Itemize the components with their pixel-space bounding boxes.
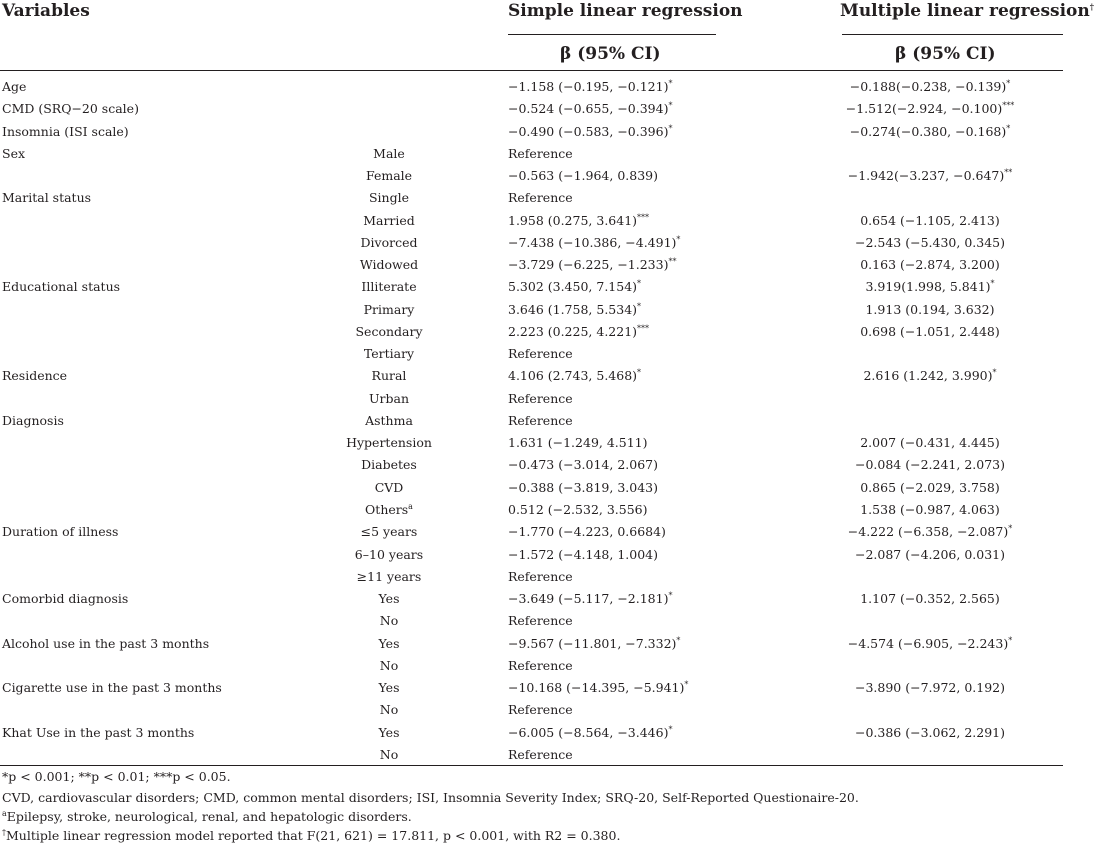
simple-estimate-cell: 1.631 (−1.249, 4.511) — [508, 435, 648, 451]
category-cell: Secondary — [355, 323, 423, 339]
category-cell: Primary — [363, 301, 415, 317]
significance-mark: * — [637, 368, 642, 378]
table-row — [0, 276, 1063, 298]
category-cell: Yes — [378, 635, 400, 651]
multiple-estimate-cell: 2.007 (−0.431, 4.445) — [860, 435, 1000, 451]
table-row — [0, 121, 1063, 143]
table-row — [0, 699, 1063, 721]
table-row — [0, 410, 1063, 432]
simple-estimate-cell: Reference — [508, 657, 573, 673]
simple-estimate-cell: −0.490 (−0.583, −0.396)* — [508, 123, 673, 139]
header-bottom-rule — [0, 70, 1063, 71]
table-row — [0, 744, 1063, 766]
multiple-estimate-cell: −0.188(−0.238, −0.139)* — [849, 78, 1011, 94]
table-row — [0, 98, 1063, 120]
dagger-mark: † — [1089, 1, 1094, 12]
simple-estimate-cell: −1.770 (−4.223, 0.6684) — [508, 524, 666, 540]
table-row — [0, 633, 1063, 655]
multiple-estimate-cell: 1.538 (−0.987, 4.063) — [860, 501, 1000, 517]
category-cell: ≥11 years — [356, 568, 422, 584]
category-cell: Yes — [378, 591, 400, 606]
simple-estimate-cell: 0.512 (−2.532, 3.556) — [508, 501, 648, 517]
table-row — [0, 722, 1063, 744]
simple-estimate-cell: Reference — [508, 746, 573, 762]
variable-cell: Diagnosis — [2, 412, 64, 428]
multiple-regression-header: Multiple linear regression† — [840, 1, 1094, 21]
simple-estimate-cell: Reference — [508, 346, 573, 362]
multiple-estimate-cell: −0.274(−0.380, −0.168)* — [849, 123, 1011, 139]
table-row — [0, 432, 1063, 454]
category-cell: ≤5 years — [360, 524, 418, 540]
table-row — [0, 566, 1063, 588]
significance-mark: * — [1006, 78, 1011, 88]
category-cell: Others$^a$ — [365, 501, 413, 517]
multiple-estimate-cell: 1.913 (0.194, 3.632) — [865, 301, 995, 317]
simple-estimate-cell: −3.729 (−6.225, −1.233)** — [508, 256, 677, 273]
table-row — [0, 655, 1063, 677]
significance-mark: * — [668, 724, 673, 734]
multiple-estimate-cell: 1.107 (−0.352, 2.565) — [860, 591, 1000, 606]
significance-mark: * — [1008, 635, 1013, 645]
simple-estimate-cell: 4.106 (2.743, 5.468)* — [508, 368, 642, 384]
variable-cell: Sex — [2, 145, 26, 161]
multiple-estimate-cell: −3.890 (−7.972, 0.192) — [855, 680, 1005, 695]
significance-mark: * — [668, 123, 673, 133]
significance-mark: * — [668, 101, 673, 111]
simple-estimate-cell: Reference — [508, 568, 573, 584]
category-cell: No — [379, 702, 399, 718]
category-cell: CVD — [374, 479, 404, 495]
category-cell: Married — [363, 212, 415, 228]
simple-regression-header: Simple linear regression — [508, 1, 743, 21]
simple-estimate-cell: −3.649 (−5.117, −2.181)* — [508, 590, 673, 606]
table-row — [0, 254, 1063, 276]
multiple-estimate-cell: 3.919(1.998, 5.841)* — [865, 279, 995, 295]
multiple-estimate-cell: 0.865 (−2.029, 3.758) — [860, 479, 1000, 495]
category-cell: Urban — [368, 390, 409, 406]
category-cell: Single — [368, 190, 409, 206]
significance-mark: *** — [637, 323, 650, 333]
variable-cell: Age — [2, 79, 27, 94]
significance-mark: * — [992, 368, 997, 378]
multiple-estimate-cell: −0.386 (−3.062, 2.291) — [855, 724, 1005, 740]
simple-estimate-cell: −0.524 (−0.655, −0.394)* — [508, 101, 673, 117]
table-row — [0, 454, 1063, 476]
multiple-estimate-cell: −2.087 (−4.206, 0.031) — [855, 546, 1005, 562]
category-cell: Diabetes — [361, 457, 417, 473]
beta-multiple-header: β (95% CI) — [895, 44, 996, 64]
multiple-estimate-cell: −0.084 (−2.241, 2.073) — [855, 457, 1005, 473]
significance-mark: * — [676, 635, 681, 645]
variable-cell: Duration of illness — [2, 524, 119, 540]
simple-estimate-cell: −9.567 (−11.801, −7.332)* — [508, 635, 681, 651]
footnote-significance: *p < 0.001; **p < 0.01; ***p < 0.05. — [2, 769, 231, 784]
footnote-dagger: †Multiple linear regression model reported that F(21, 621) = 17.811, p < 0.001, with R2 = 0.380. — [2, 827, 621, 843]
category-cell: No — [379, 746, 399, 762]
category-cell: Female — [365, 168, 413, 183]
category-cell: 6–10 years — [354, 546, 424, 562]
significance-mark: *** — [637, 212, 650, 222]
category-cell: Divorced — [360, 234, 418, 250]
simple-estimate-cell: −7.438 (−10.386, −4.491)* — [508, 234, 681, 250]
multiple-estimate-cell: 0.654 (−1.105, 2.413) — [860, 212, 1000, 228]
table-row — [0, 343, 1063, 365]
multiple-estimate-cell: −4.574 (−6.905, −2.243)* — [847, 635, 1013, 651]
table-row — [0, 477, 1063, 499]
simple-estimate-cell: Reference — [508, 613, 573, 629]
multiple-estimate-cell: 2.616 (1.242, 3.990)* — [863, 368, 997, 384]
footnote-dagger-mark: † — [2, 827, 6, 837]
simple-estimate-cell: 2.223 (0.225, 4.221)*** — [508, 323, 650, 339]
multiple-estimate-cell: 0.163 (−2.874, 3.200) — [860, 257, 1000, 273]
table-row — [0, 499, 1063, 521]
variable-cell: Insomnia (ISI scale) — [2, 123, 129, 139]
table-row — [0, 210, 1063, 232]
category-cell: Hypertension — [346, 435, 432, 451]
table-row — [0, 76, 1063, 98]
variable-cell: Residence — [2, 368, 68, 384]
category-cell: Rural — [371, 368, 407, 384]
table-row — [0, 677, 1063, 699]
category-cell: Illiterate — [361, 279, 417, 295]
category-cell: No — [379, 613, 399, 629]
footnote-a-mark: a — [2, 808, 7, 818]
table-row — [0, 610, 1063, 632]
variable-cell: Alcohol use in the past 3 months — [2, 635, 210, 651]
category-cell: Tertiary — [363, 346, 415, 362]
simple-estimate-cell: Reference — [508, 390, 573, 406]
simple-header-underline — [508, 34, 716, 35]
table-row — [0, 165, 1063, 187]
variables-header: Variables — [2, 1, 90, 21]
significance-mark: ** — [1004, 167, 1013, 177]
simple-estimate-cell: −6.005 (−8.564, −3.446)* — [508, 724, 673, 740]
simple-estimate-cell: −1.158 (−0.195, −0.121)* — [508, 78, 673, 94]
simple-estimate-cell: −0.388 (−3.819, 3.043) — [508, 479, 658, 495]
table-row — [0, 232, 1063, 254]
beta-simple-header: β (95% CI) — [560, 44, 661, 64]
variable-cell: Educational status — [2, 279, 121, 295]
table-row — [0, 299, 1063, 321]
variable-cell: Marital status — [2, 190, 92, 206]
significance-mark: *** — [1002, 101, 1015, 111]
simple-estimate-cell: Reference — [508, 702, 573, 718]
significance-mark: * — [1006, 123, 1011, 133]
simple-estimate-cell: −0.473 (−3.014, 2.067) — [508, 457, 658, 473]
table-row — [0, 187, 1063, 209]
table-row — [0, 388, 1063, 410]
table-row — [0, 544, 1063, 566]
footnote-a: $^a$Epilepsy, stroke, neurological, renal, and hepatologic disorders. — [2, 808, 412, 824]
variable-cell: CMD (SRQ−20 scale) — [2, 101, 139, 117]
significance-mark: a — [408, 501, 413, 511]
significance-mark: * — [668, 78, 673, 88]
significance-mark: * — [684, 679, 689, 689]
multiple-estimate-cell: −1.942(−3.237, −0.647)** — [847, 167, 1013, 183]
table-row — [0, 588, 1063, 610]
significance-mark: * — [668, 590, 673, 600]
category-cell: No — [379, 657, 399, 673]
category-cell: Asthma — [365, 412, 413, 428]
significance-mark: ** — [668, 256, 677, 266]
simple-estimate-cell: 3.646 (1.758, 5.534)* — [508, 301, 642, 317]
variable-cell: Cigarette use in the past 3 months — [2, 680, 222, 695]
significance-mark: * — [1008, 524, 1013, 534]
multiple-estimate-cell: −2.543 (−5.430, 0.345) — [855, 234, 1005, 250]
category-cell: Yes — [378, 724, 400, 740]
category-cell: Male — [373, 145, 405, 161]
simple-estimate-cell: Reference — [508, 190, 573, 206]
category-cell: Widowed — [359, 257, 419, 273]
multiple-estimate-cell: −1.512(−2.924, −0.100)*** — [845, 101, 1015, 117]
significance-mark: * — [990, 279, 995, 289]
table-row — [0, 521, 1063, 543]
table-bottom-rule — [0, 765, 1063, 766]
multiple-estimate-cell: −4.222 (−6.358, −2.087)* — [847, 524, 1013, 540]
multiple-estimate-cell: 0.698 (−1.051, 2.448) — [860, 323, 1000, 339]
footnote-abbreviations: CVD, cardiovascular disorders; CMD, common mental disorders; ISI, Insomnia Severity Index; SRQ-20, Self-Reported Questionaire-20. — [2, 790, 859, 805]
significance-mark: * — [637, 279, 642, 289]
simple-estimate-cell: 1.958 (0.275, 3.641)*** — [508, 212, 650, 228]
significance-mark: * — [676, 234, 681, 244]
multiple-header-underline — [842, 34, 1063, 35]
simple-estimate-cell: 5.302 (3.450, 7.154)* — [508, 279, 642, 295]
simple-estimate-cell: −1.572 (−4.148, 1.004) — [508, 546, 658, 562]
simple-estimate-cell: Reference — [508, 145, 573, 161]
table-row — [0, 365, 1063, 387]
table-row — [0, 143, 1063, 165]
variable-cell: Khat Use in the past 3 months — [2, 724, 195, 740]
category-cell: Yes — [378, 680, 400, 695]
variable-cell: Comorbid diagnosis — [2, 591, 129, 606]
simple-estimate-cell: Reference — [508, 412, 573, 428]
significance-mark: * — [637, 301, 642, 311]
simple-estimate-cell: −0.563 (−1.964, 0.839) — [508, 168, 658, 183]
simple-estimate-cell: −10.168 (−14.395, −5.941)* — [508, 679, 689, 695]
table-row — [0, 321, 1063, 343]
